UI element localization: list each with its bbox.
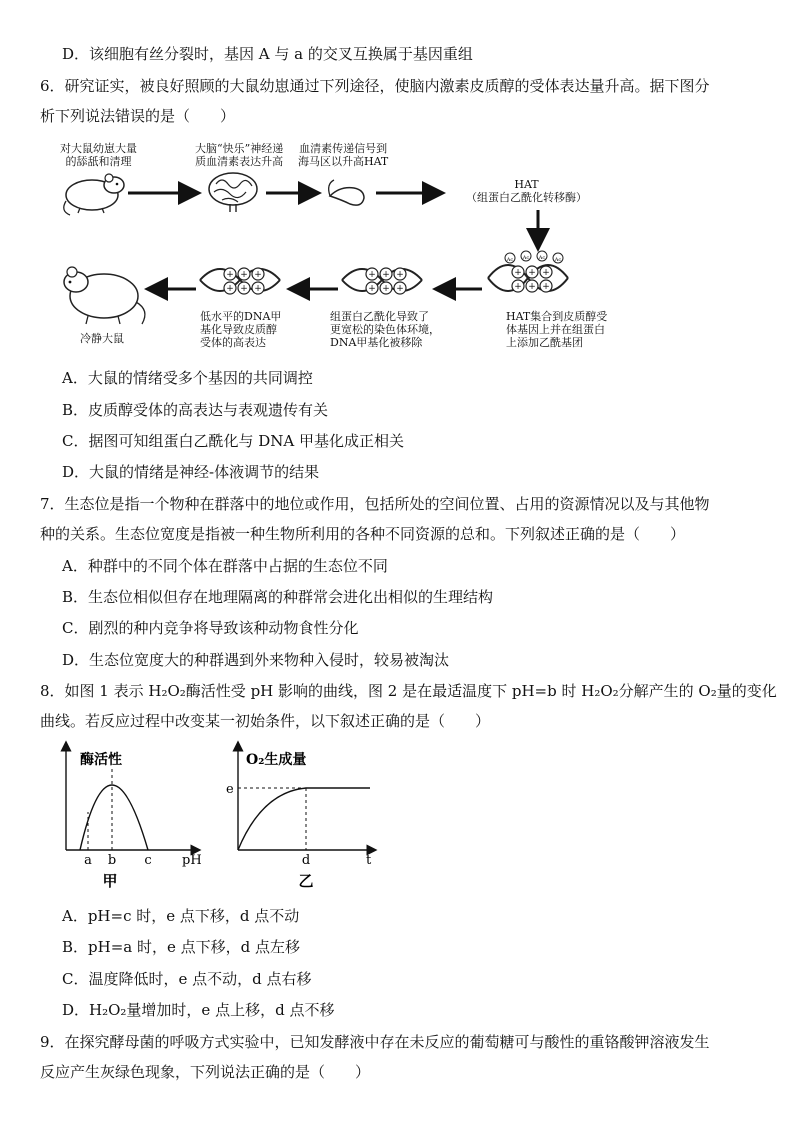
svg-text:+: + [226, 284, 234, 294]
q6-step6-line2: 基化导致皮质醇 [200, 323, 277, 336]
acetyl-mark-1: Ac [506, 257, 514, 263]
acetyl-mark-2: Ac [522, 255, 530, 261]
svg-text:+: + [396, 284, 404, 294]
q6-step2-line1: 大脑“快乐”神经递 [195, 142, 284, 155]
calm-rat-icon [64, 267, 145, 324]
graph2-ylabel: O₂生成量 [246, 752, 307, 768]
svg-text:+: + [368, 284, 376, 294]
svg-text:+: + [240, 270, 248, 280]
q6-stem-line1: 6．研究证实，被良好照顾的大鼠幼崽通过下列途径，使脑内激素皮质醇的受体表达量升高。据下图分 [40, 77, 710, 95]
q7-stem-line2: 种的关系。生态位宽度是指被一种生物所利用的各种不同资源的总和。下列叙述正确的是（ ） [40, 525, 686, 543]
graph1-ylabel: 酶活性 [80, 752, 122, 768]
graph1-caption: 甲 [102, 872, 118, 890]
q6-step1-line2: 的舔舐和清理 [65, 155, 132, 168]
hippocampus-icon [329, 180, 364, 205]
svg-text:+: + [368, 270, 376, 280]
q6-option-d: D．大鼠的情绪是神经-体液调节的结果 [62, 463, 320, 481]
graph2-xlabel: t [366, 853, 372, 868]
svg-text:+: + [240, 284, 248, 294]
svg-text:+: + [254, 284, 262, 294]
q6-step6-line3: 受体的高表达 [200, 336, 266, 349]
graph2-d-label: d [301, 853, 311, 868]
dna-loosened-icon [342, 268, 422, 294]
acetyl-mark-3: Ac [538, 255, 546, 261]
acetyl-mark-4: Ac [554, 257, 562, 263]
q6-step3-line2: 海马区以升高HAT [298, 155, 389, 168]
q8-option-d: D．H₂O₂量增加时，e 点上移，d 点不移 [62, 1001, 335, 1019]
svg-text:+: + [528, 268, 536, 278]
q8-option-a: A．pH=c 时，e 点下移，d 点不动 [62, 907, 300, 925]
q6-stem-line2: 析下列说法错误的是（ ） [40, 107, 236, 125]
q6-option-b: B．皮质醇受体的高表达与表观遗传有关 [62, 401, 329, 419]
q9-stem-line1: 9．在探究酵母菌的呼吸方式实验中，已知发酵液中存在未反应的葡萄糖可与酸性的重铬酸钾溶液发生 [40, 1033, 710, 1051]
q7-option-b: B．生态位相似但存在地理隔离的种群常会进化出相似的生理结构 [62, 588, 494, 606]
q8-stem-line1: 8．如图 1 表示 H₂O₂酶活性受 pH 影响的曲线，图 2 是在最适温度下 pH=b 时 H₂O₂分解产生的 O₂量的变化 [40, 682, 777, 700]
svg-text:+: + [542, 268, 550, 278]
q5-option-d: D．该细胞有丝分裂时，基因 A 与 a 的交叉互换属于基因重组 [62, 45, 473, 63]
q6-diagram-art [0, 0, 794, 360]
q7-stem-line1: 7．生态位是指一个物种在群落中的地位或作用，包括所处的空间位置、占用的资源情况以及与其他物 [40, 495, 710, 513]
svg-text:+: + [382, 284, 390, 294]
q6-step5-line1: 组蛋白乙酰化导致了 [330, 310, 429, 323]
q6-step5-line3: DNA甲基化被移除 [330, 336, 423, 349]
q6-step4-line3: 上添加乙酰基团 [506, 336, 583, 349]
q8-stem-line2: 曲线。若反应过程中改变某一初始条件，以下叙述正确的是（ ） [40, 712, 491, 730]
q6-option-a: A．大鼠的情绪受多个基因的共同调控 [62, 369, 313, 387]
svg-text:+: + [528, 282, 536, 292]
q6-step3-line1: 血清素传递信号到 [299, 142, 388, 155]
q6-hat-line2: （组蛋白乙酰化转移酶） [466, 191, 587, 204]
q8-graphs [0, 740, 794, 920]
svg-text:+: + [396, 270, 404, 280]
q7-option-a: A．种群中的不同个体在群落中占据的生态位不同 [62, 557, 388, 575]
q6-step6-line1: 低水平的DNA甲 [200, 310, 282, 323]
rat-icon [64, 174, 124, 215]
svg-text:+: + [226, 270, 234, 280]
graph2-caption: 乙 [298, 872, 314, 890]
svg-text:+: + [542, 282, 550, 292]
q6-step4-line1: HAT集合到皮质醇受 [506, 310, 608, 323]
q6-step2-line2: 质血清素表达升高 [195, 155, 284, 168]
graph1-tick-a: a [84, 853, 92, 868]
graph-1 [66, 746, 202, 890]
graph-2 [226, 746, 372, 890]
q9-stem-line2: 反应产生灰绿色现象，下列说法正确的是（ ） [40, 1063, 371, 1081]
dna-demethylated-icon [200, 268, 280, 294]
q8-option-b: B．pH=a 时，e 点下移，d 点左移 [62, 938, 301, 956]
graph1-tick-b: b [107, 853, 117, 868]
graph1-tick-c: c [144, 853, 152, 868]
q6-step4-line2: 体基因上并在组蛋白 [506, 323, 605, 336]
svg-text:+: + [382, 270, 390, 280]
svg-text:+: + [514, 282, 522, 292]
q7-option-c: C．剧烈的种内竞争将导致该种动物食性分化 [62, 619, 359, 637]
q7-option-d: D．生态位宽度大的种群遇到外来物种入侵时，较易被淘汰 [62, 651, 450, 669]
q6-option-c: C．据图可知组蛋白乙酰化与 DNA 甲基化成正相关 [62, 432, 404, 450]
svg-text:+: + [514, 268, 522, 278]
q6-step5-line2: 更宽松的染色体环境， [330, 323, 440, 336]
q6-hat-line1: HAT [514, 178, 539, 191]
graph2-e-label: e [226, 782, 234, 797]
graph1-xlabel: pH [182, 853, 202, 868]
q8-option-c: C．温度降低时，e 点不动，d 点右移 [62, 970, 312, 988]
brain-icon [209, 173, 257, 212]
graph1-curve [80, 785, 148, 850]
q6-calm-rat-caption: 冷静大鼠 [80, 332, 124, 345]
q6-step1-line1: 对大鼠幼崽大量 [60, 142, 137, 155]
graph2-curve [238, 788, 370, 850]
svg-text:+: + [254, 270, 262, 280]
